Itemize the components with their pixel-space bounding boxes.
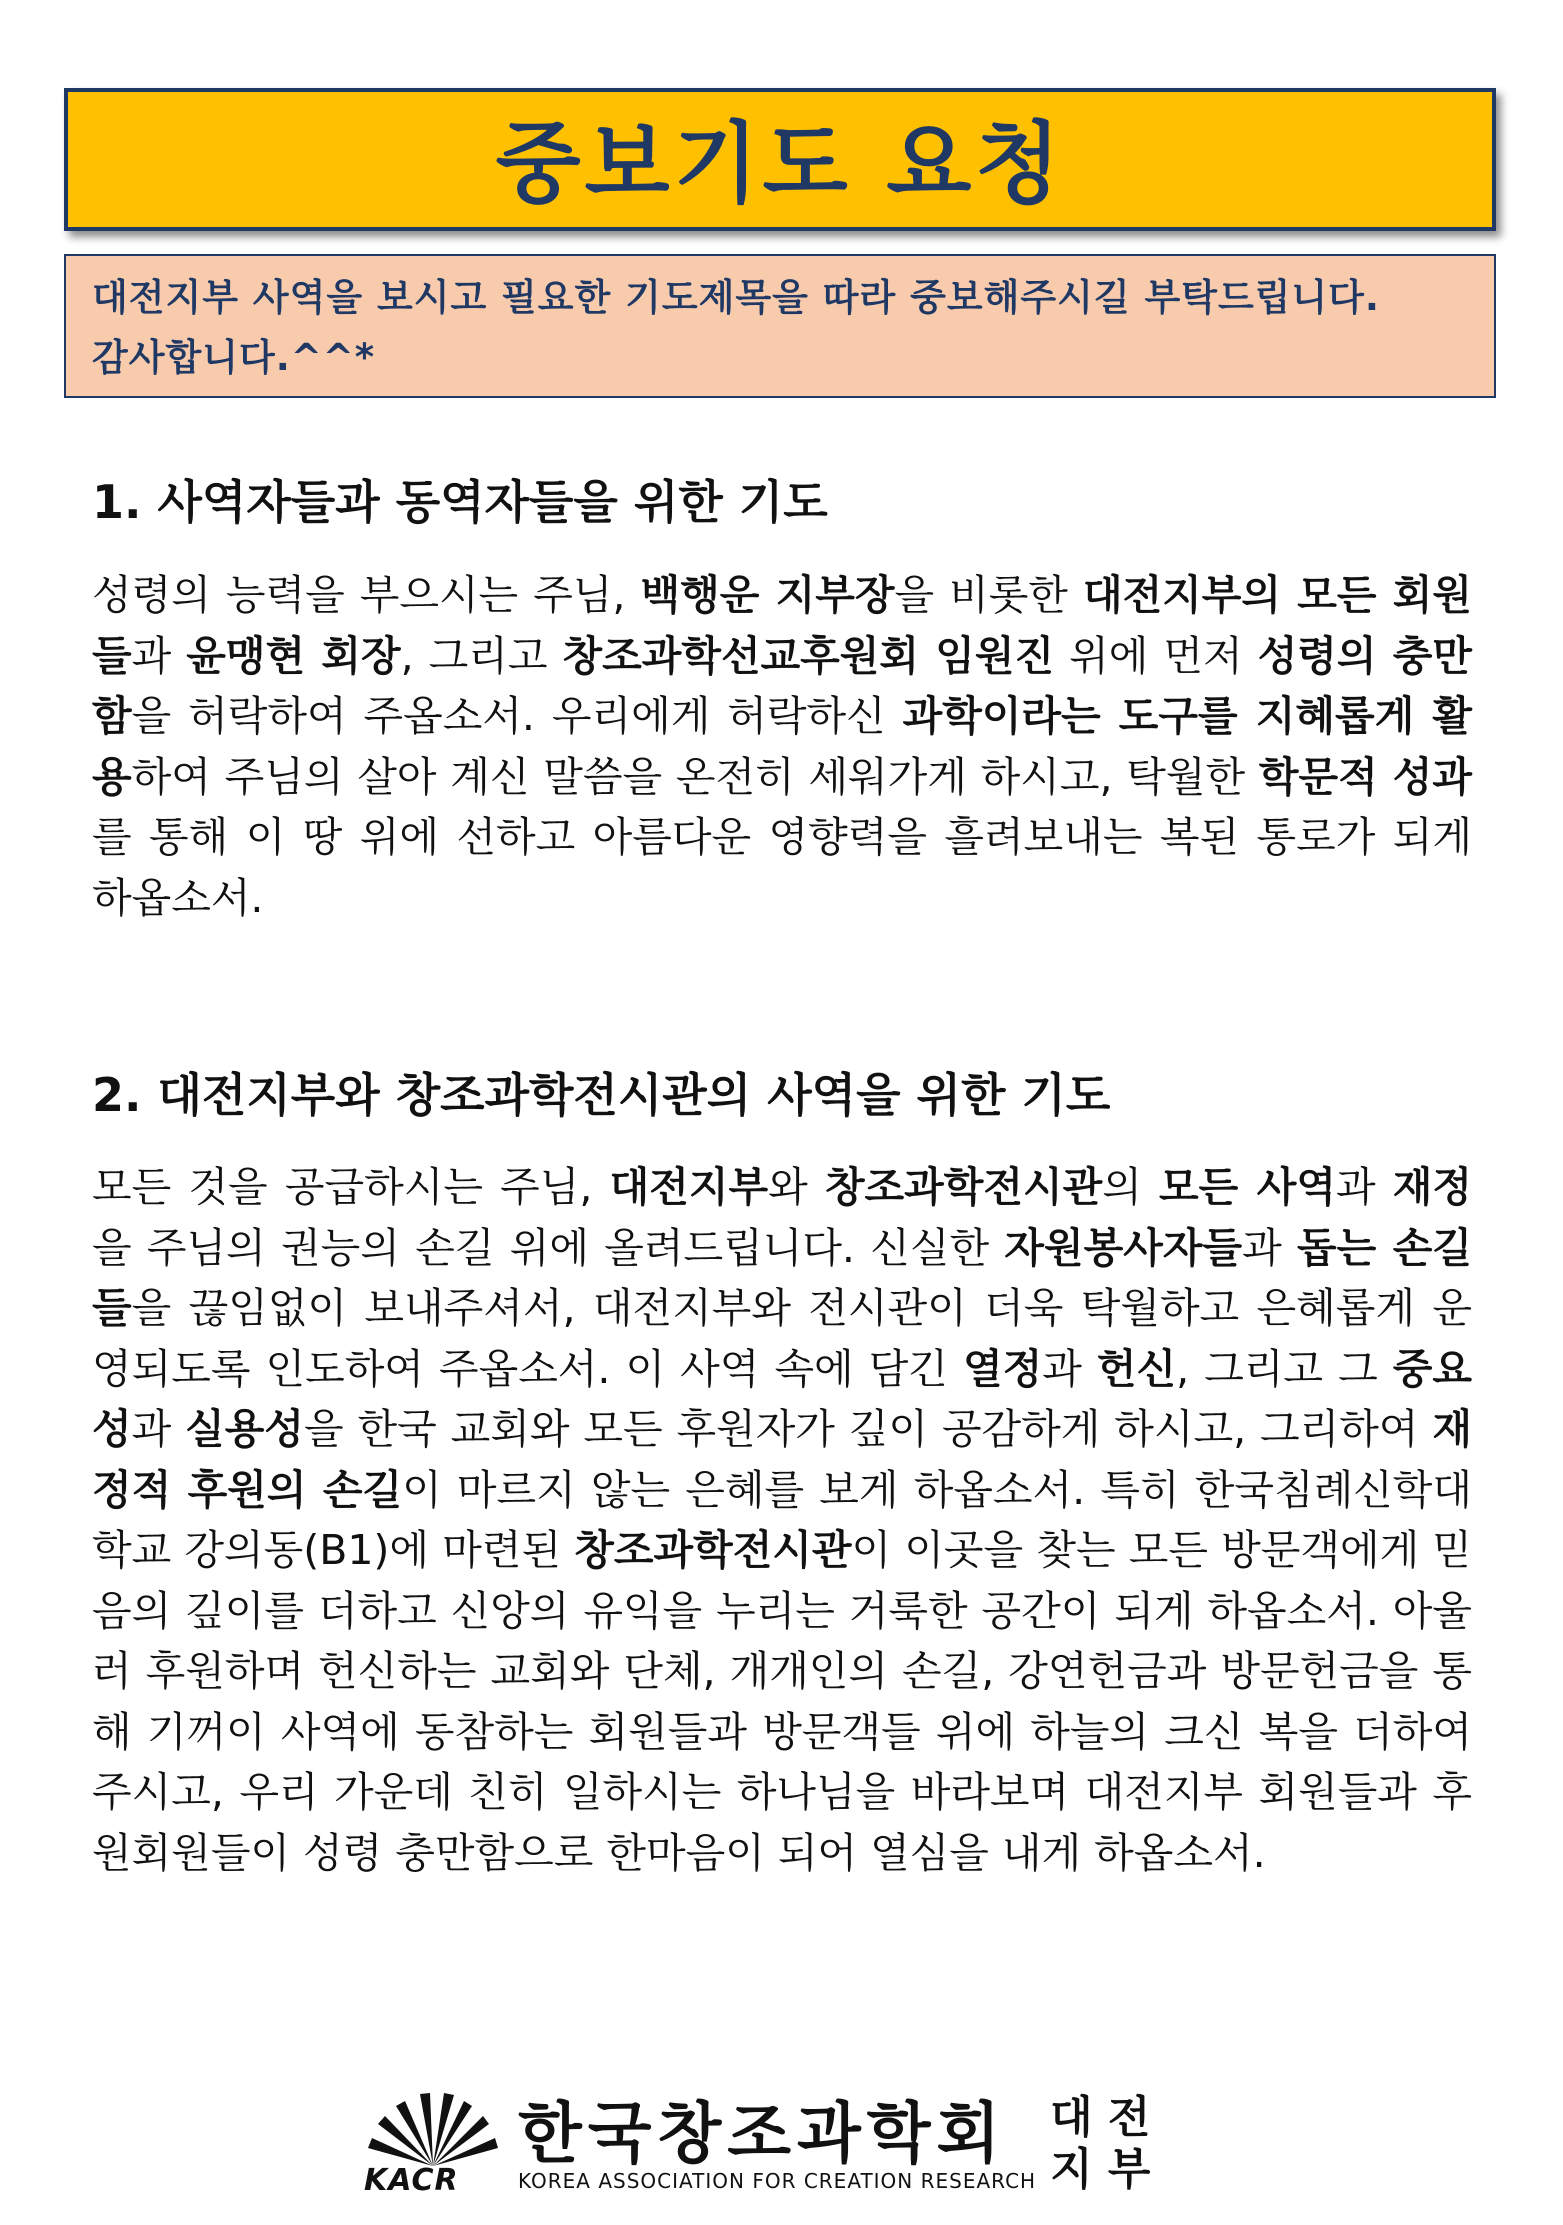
notice-text: 대전지부 사역을 보시고 필요한 기도제목을 따라 중보해주시길 부탁드립니다. 감사합니다.^^* <box>92 276 1380 379</box>
body-text: 의 <box>1102 1163 1160 1211</box>
logo-abbreviation: KACR <box>364 2163 459 2198</box>
emphasis-text: 실용성 <box>185 1405 304 1453</box>
body-text: 와 <box>768 1163 825 1211</box>
emphasis-text: 과학이라는 도구를 지혜롭게 활용 <box>92 692 1473 801</box>
emphasis-text: 열정 <box>963 1344 1043 1393</box>
emphasis-text: 윤맹현 회장 <box>186 631 401 680</box>
section-2-body <box>92 1157 1472 1883</box>
body-text: 성령의 능력을 부으시는 주님, <box>92 571 641 619</box>
emphasis-text: 대전지부 <box>609 1163 769 1211</box>
body-text: 과 <box>1242 1223 1297 1272</box>
kacr-emblem <box>358 2088 508 2200</box>
emphasis-text: 학문적 성과 <box>1258 752 1472 801</box>
body-text: 과 <box>131 631 187 680</box>
title-banner <box>64 88 1496 231</box>
body-text: 과 <box>1042 1344 1097 1393</box>
emphasis-text: 창조과학전시관 <box>574 1526 852 1574</box>
emphasis-text: 성령의 충만함 <box>92 631 1473 740</box>
emphasis-text: 대전지부의 모든 회원들 <box>92 571 1472 680</box>
emphasis-text: 재정적 후원의 손길 <box>92 1405 1472 1514</box>
emphasis-text: 모든 사역 <box>1159 1163 1336 1211</box>
branch-line-1: 대 전 <box>1050 2092 1151 2143</box>
body-text: 을 끊임없이 보내주셔서, 대전지부와 전시관이 더욱 탁월하고 은혜롭게 운영되도록 인도하여 주옵소서. 이 사역 속에 담긴 <box>92 1284 1472 1393</box>
emphasis-text: 창조과학전시관 <box>824 1163 1103 1211</box>
section-1-heading: 1. 사역자들과 동역자들을 위한 기도 <box>92 475 828 529</box>
org-name: 한국창조과학회 <box>518 2095 1007 2172</box>
section-1-body <box>92 565 1472 928</box>
body-text: 을 허락하여 주옵소서. 우리에게 허락하신 <box>131 692 903 740</box>
emphasis-text: 자원봉사자들 <box>1004 1223 1243 1272</box>
body-text: 하여 주님의 살아 계신 말씀을 온전히 세워가게 하시고, 탁월한 <box>131 752 1259 801</box>
section-2-heading: 2. 대전지부와 창조과학전시관의 사역을 위한 기도 <box>92 1068 1111 1122</box>
notice-box <box>64 254 1496 398</box>
body-text: 를 통해 이 땅 위에 선하고 아름다운 영향력을 흘려보내는 복된 통로가 되게 하옵소서. <box>92 813 1472 922</box>
body-text: 모든 것을 공급하시는 주님, <box>92 1163 610 1211</box>
page-title: 중보기도 요청 <box>495 111 1065 215</box>
emphasis-text: 돕는 손길들 <box>92 1223 1472 1332</box>
footer-logo <box>358 2088 1198 2200</box>
body-text: 이 마르지 않는 은혜를 보게 하옵소서. 특히 한국침례신학대학교 강의동(B1)에 마련된 <box>92 1465 1472 1574</box>
body-text: 을 주님의 권능의 손길 위에 올려드립니다. 신실한 <box>92 1223 1005 1272</box>
body-text: 이 이곳을 찾는 모든 방문객에게 믿음의 깊이를 더하고 신앙의 유익을 누리는 거룩한 공간이 되게 하옵소서. 아울러 후원하며 헌신하는 교회와 단체, 개개인의 손길, 강연헌금과 방문헌금을 통해 기꺼이 사역에 동참하는 회원들과 방문객들 위에 하늘의 크신 복을 더하여 주시고, 우리 가운데 친히 일하시는 하나님을 바라보며 대전지부 회원들과 후원회원들이 성령 충만함으로 한마음이 되어 열심을 내게 하옵소서. <box>92 1526 1472 1877</box>
emphasis-text: 헌신 <box>1096 1344 1177 1393</box>
body-text: , 그리고 <box>400 631 563 680</box>
emphasis-text: 중요성 <box>92 1344 1472 1453</box>
branch-label <box>1050 2092 1150 2196</box>
body-text: 과 <box>131 1405 186 1453</box>
sunburst-icon <box>358 2088 508 2168</box>
org-wordmark <box>518 2095 1036 2193</box>
emphasis-text: 창조과학선교후원회 임원진 <box>562 631 1055 680</box>
body-text: , 그리고 그 <box>1176 1344 1393 1393</box>
branch-line-2: 지 부 <box>1050 2144 1151 2195</box>
body-text: 을 비롯한 <box>894 571 1083 619</box>
org-name-english: KOREA ASSOCIATION FOR CREATION RESEARCH <box>518 2169 1037 2193</box>
emphasis-text: 백행운 지부장 <box>640 571 895 619</box>
body-text: 을 한국 교회와 모든 후원자가 깊이 공감하게 하시고, 그리하여 <box>303 1405 1433 1453</box>
body-text: 위에 먼저 <box>1054 631 1258 680</box>
body-text: 과 <box>1335 1163 1393 1211</box>
emphasis-text: 재정 <box>1392 1163 1472 1211</box>
